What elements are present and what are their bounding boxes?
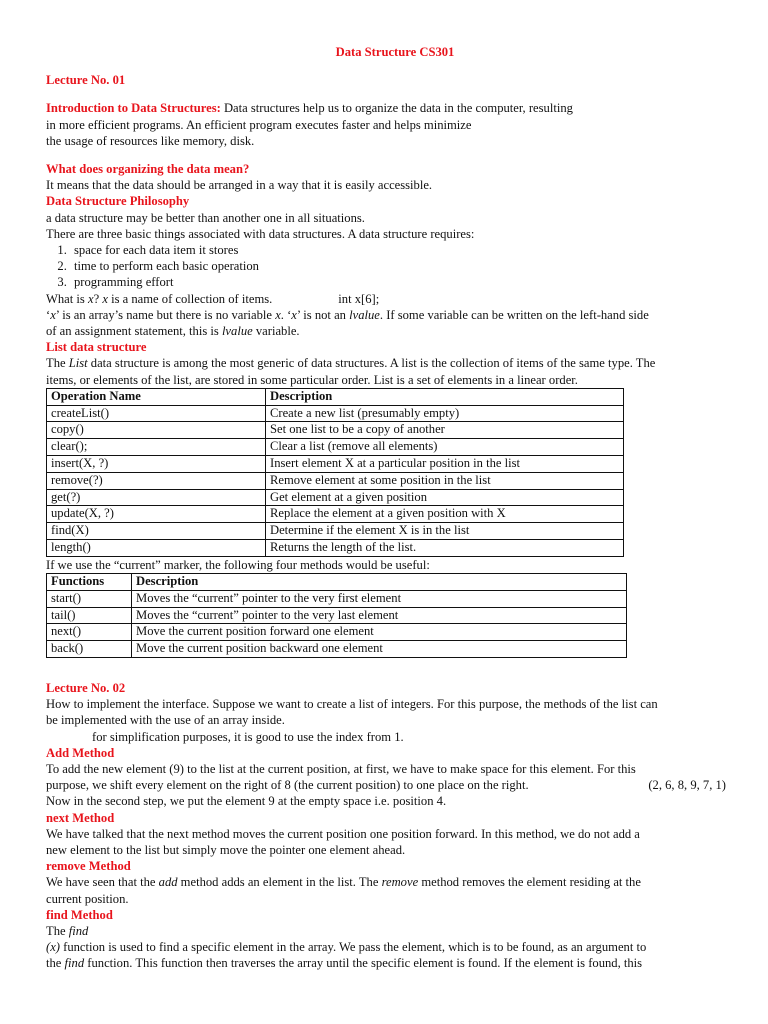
remove-method-heading: remove Method (46, 859, 131, 874)
table-header-row (47, 388, 624, 405)
philosophy-text: There are three basic things associated with data structures. A data structure requires: (46, 226, 475, 241)
operations-table (46, 388, 624, 557)
operation-description: Clear a list (remove all elements) (266, 439, 624, 456)
operation-name: insert(X, ?) (47, 456, 266, 473)
add-method-text: Now in the second step, we put the element 9 at the empty space i.e. position 4. (46, 794, 447, 809)
table-row (47, 590, 627, 607)
operation-name: remove(?) (47, 472, 266, 489)
table-row (47, 422, 624, 439)
table-row (47, 540, 624, 557)
next-method-text: new element to the list but simply move the pointer one element ahead. (46, 843, 406, 858)
add-method-text: To add the new element (9) to the list at the current position, at first, we have to make space for this element. For this (46, 762, 636, 777)
philosophy-heading: Data Structure Philosophy (46, 194, 190, 209)
column-header: Functions (47, 574, 132, 591)
table-row (47, 523, 624, 540)
add-method-heading: Add Method (46, 745, 115, 760)
table-header-row (47, 574, 627, 591)
philosophy-text: a data structure may be better than another one in all situations. (46, 210, 365, 225)
add-method-text: purpose, we shift every element on the right of 8 (the current position) to one place on the right. (2, 6, 8, 9, 7, 1) (46, 778, 726, 793)
lecture-2-heading: Lecture No. 02 (46, 681, 126, 696)
operation-name: length() (47, 540, 266, 557)
function-name: start() (47, 590, 132, 607)
intro-text: Data structures help us to organize the data in the computer, resulting (220, 101, 573, 116)
lecture-2-intro: for simplification purposes, it is good to use the index from 1. (92, 729, 404, 744)
table-row (47, 607, 627, 624)
operation-name: createList() (47, 405, 266, 422)
operation-name: clear(); (47, 439, 266, 456)
next-method-heading: next Method (46, 810, 115, 825)
current-marker-text: If we use the “current” marker, the following four methods would be useful: (46, 557, 430, 572)
intro-text: in more efficient programs. An efficient program executes faster and helps minimize (46, 117, 472, 132)
operation-name: copy() (47, 422, 266, 439)
array-declaration: int x[6]; (338, 291, 380, 306)
operation-description: Replace the element at a given position with X (266, 506, 624, 523)
document-title: Data Structure CS301 (335, 45, 455, 59)
column-header: Operation Name (47, 388, 266, 405)
function-description: Moves the “current” pointer to the very first element (132, 590, 627, 607)
list-item: 2. time to perform each basic operation (70, 258, 722, 274)
list-item: 1. space for each data item it stores (70, 242, 722, 258)
lecture-2-intro: How to implement the interface. Suppose we want to create a list of integers. For this purpose, the methods of the list can (46, 697, 658, 712)
array-example: (2, 6, 8, 9, 7, 1) (648, 778, 726, 793)
function-name: back() (47, 641, 132, 658)
list-heading: List data structure (46, 340, 147, 355)
table-row (47, 456, 624, 473)
function-name: tail() (47, 607, 132, 624)
function-name: next() (47, 624, 132, 641)
find-method-heading: find Method (46, 907, 113, 922)
table-row (47, 624, 627, 641)
operation-description: Determine if the element X is in the list (266, 523, 624, 540)
lvalue-paragraph: ‘x’ is an array’s name but there is no variable x. ‘x’ is not an lvalue. If some variable can be written on the left-hand side of an assignment statement, this is lvalue variable. (46, 307, 649, 339)
operation-name: find(X) (47, 523, 266, 540)
organizing-text: It means that the data should be arranged in a way that it is easily accessible. (46, 178, 433, 193)
function-description: Moves the “current” pointer to the very last element (132, 607, 627, 624)
operation-description: Insert element X at a particular position in the list (266, 456, 624, 473)
operation-name: update(X, ?) (47, 506, 266, 523)
operation-description: Set one list to be a copy of another (266, 422, 624, 439)
operation-description: Remove element at some position in the list (266, 472, 624, 489)
table-row (47, 641, 627, 658)
list-paragraph: The List data structure is among the most generic of data structures. A list is the collection of items of the same type. The items, or elements of the list, are stored in some particular order. List is a set of elements in a linear order. (46, 356, 656, 387)
requirements-list (46, 242, 722, 291)
next-method-text: We have talked that the next method moves the current position one position forward. In this method, we do not add a (46, 826, 640, 841)
operation-description: Create a new list (presumably empty) (266, 405, 624, 422)
lecture-1-heading: Lecture No. 01 (46, 73, 126, 88)
table-row (47, 489, 624, 506)
document-page (46, 44, 726, 972)
function-description: Move the current position forward one element (132, 624, 627, 641)
find-method-text: the find function. This function then traverses the array until the specific element is found. If the element is found, this (46, 956, 643, 971)
table-row (47, 506, 624, 523)
intro-text: the usage of resources like memory, disk. (46, 133, 255, 148)
table-row (47, 472, 624, 489)
operation-name: get(?) (47, 489, 266, 506)
table-row (47, 405, 624, 422)
find-method-text: The find (46, 924, 89, 939)
organizing-heading: What does organizing the data mean? (46, 162, 250, 177)
table-row (47, 439, 624, 456)
functions-table (46, 573, 627, 658)
remove-method-text: current position. (46, 891, 129, 906)
operation-description: Get element at a given position (266, 489, 624, 506)
intro-paragraph (46, 100, 722, 149)
find-method-text: (x) function is used to find a specific element in the array. We pass the element, which is to be found, as an argument to (46, 940, 647, 955)
column-header: Description (132, 574, 627, 591)
operation-description: Returns the length of the list. (266, 540, 624, 557)
lecture-2-intro: be implemented with the use of an array inside. (46, 713, 285, 728)
remove-method-text: We have seen that the add method adds an element in the list. The remove method removes the element residing at the (46, 875, 641, 890)
list-item: 3. programming effort (70, 274, 722, 290)
intro-label: Introduction to Data Structures: (46, 101, 221, 116)
whatis-line: What is x? x is a name of collection of items. int x[6]; (46, 291, 380, 306)
function-description: Move the current position backward one element (132, 641, 627, 658)
column-header: Description (266, 388, 624, 405)
